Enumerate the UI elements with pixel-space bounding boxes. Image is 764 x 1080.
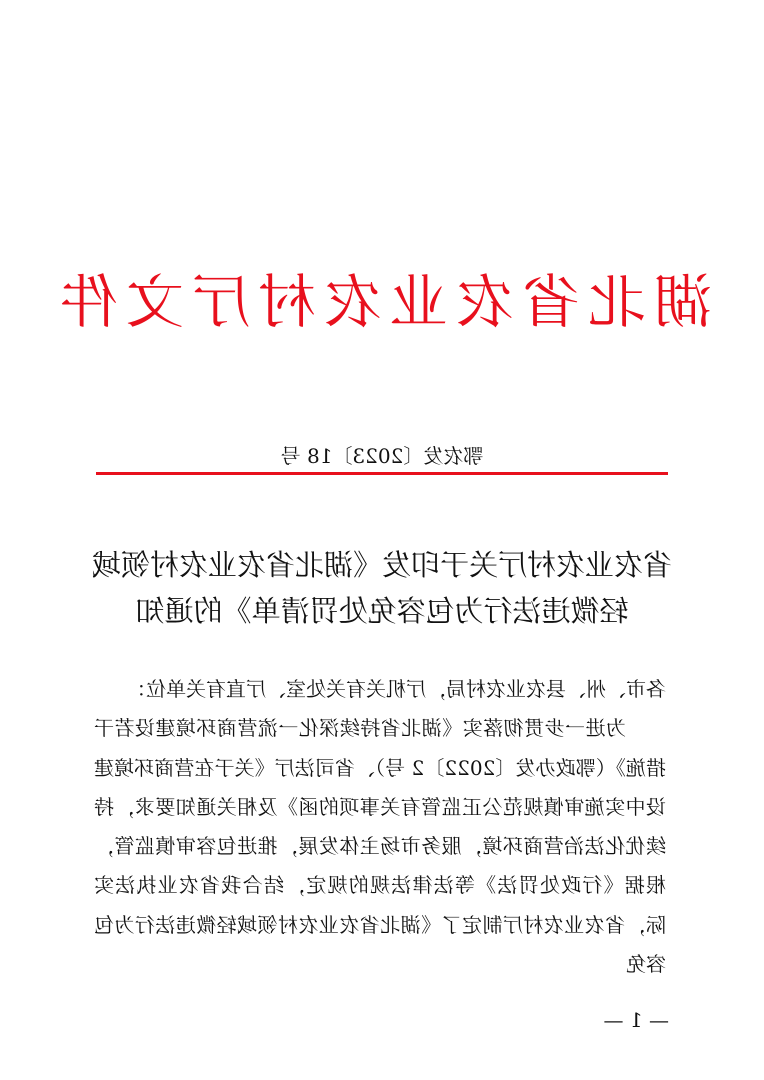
body-text — [94, 670, 666, 984]
greeting: 各市、州、县农业农村局，厅机关有关处室、厅直有关单位： — [126, 677, 666, 701]
red-divider — [96, 472, 668, 475]
document-number: 鄂农发〔2023〕18 号 — [280, 444, 484, 468]
issuer-title: 湖北省农业农村厅文件 — [52, 268, 713, 336]
notice-title: 省农业农村厅关于印发《湖北省农业农村领域轻微违法行为包容免处罚清单》的通知 — [92, 548, 673, 628]
page-number: — 1 — — [603, 1008, 669, 1032]
body-paragraph: 为进一步贯彻落实《湖北省持续深化一流营商环境建设若干措施》（鄂政办发〔2022〕2 号）、省司法厅《关于在营商环境建设中实施审慎规范公正监管有关事项的函》及相关通知要求，持续优化法治营商环境，服务市场主体发展，推进包容审慎监管，根据《行政处罚法》等法律法规的规定，结合我省农业执法实际，省农业农村厅制定了《湖北省农业农村领域轻微违法行为包容免 — [94, 716, 666, 977]
